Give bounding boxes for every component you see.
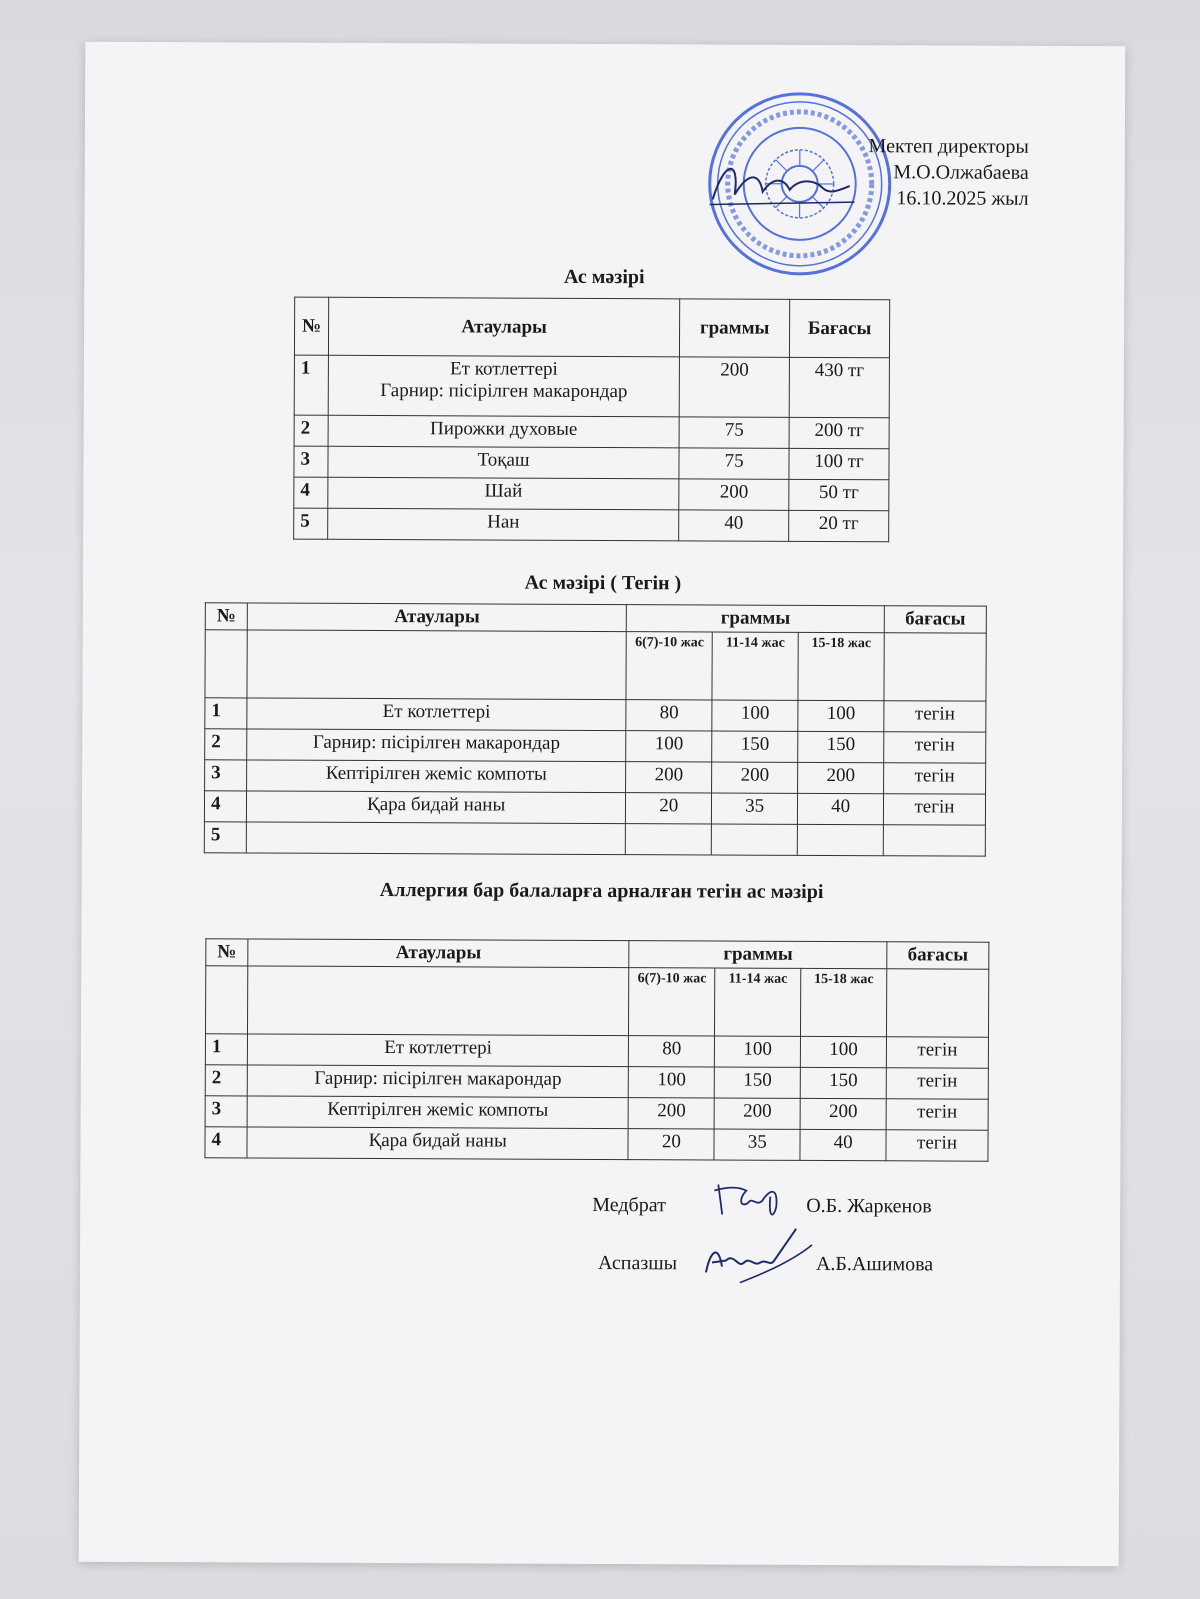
row-price: тегін <box>886 1130 988 1161</box>
table-row <box>294 508 889 542</box>
row-grams-age1: 80 <box>626 700 712 731</box>
menu3-table <box>204 938 989 1161</box>
row-grams-age1: 100 <box>626 731 712 762</box>
menu1-header-no: № <box>294 297 328 355</box>
cook-signature-icon <box>700 1222 820 1293</box>
row-grams-age1: 80 <box>629 1036 715 1067</box>
row-grams: 200 <box>679 479 789 510</box>
nurse-role: Медбрат <box>592 1193 666 1217</box>
approval-role: Мектеп директоры <box>868 135 1029 158</box>
nurse-signature-icon <box>708 1176 788 1226</box>
row-no: 5 <box>204 822 246 853</box>
row-price: 430 тг <box>789 357 889 417</box>
menu2-header-no: № <box>205 603 247 630</box>
table-row <box>205 698 986 732</box>
row-grams-age3: 200 <box>800 1098 886 1129</box>
row-name: Гарнир: пісірілген макарондар <box>247 1065 629 1098</box>
row-no: 4 <box>294 477 328 508</box>
row-price: тегін <box>884 763 986 794</box>
row-name: Кептірілген жеміс компоты <box>247 1096 629 1129</box>
row-grams-age2: 150 <box>712 731 798 762</box>
row-no: 3 <box>205 1096 247 1127</box>
row-no: 4 <box>204 791 246 822</box>
menu3-header-grams: граммы <box>629 941 887 969</box>
row-grams-age1 <box>626 824 712 855</box>
row-grams-age3: 150 <box>798 731 884 762</box>
row-name: Ет котлеттері <box>247 1034 629 1067</box>
row-name-line2: Гарнир: пісірілген макарондар <box>380 380 628 403</box>
menu3-header-price: бағасы <box>887 942 989 969</box>
row-grams-age1: 200 <box>628 1098 714 1129</box>
menu3-age-1: 6(7)-10 жас <box>629 968 715 1036</box>
cook-role: Аспазшы <box>597 1251 678 1275</box>
row-grams-age1: 20 <box>628 1129 714 1160</box>
menu1-title: Ас мәзірі <box>563 265 645 289</box>
approval-name: М.О.Олжабаева <box>893 161 1029 184</box>
row-name: Қара бидай наны <box>246 791 626 824</box>
row-grams: 200 <box>679 357 789 417</box>
menu3-header-name: Атаулары <box>248 939 630 968</box>
row-no: 1 <box>294 355 328 415</box>
table-row <box>204 822 985 856</box>
row-grams-age2: 100 <box>715 1036 801 1067</box>
row-grams-age2: 100 <box>712 700 798 731</box>
row-name-line1: Ет котлеттері <box>450 358 558 380</box>
menu2-header-name: Атаулары <box>247 603 627 632</box>
row-price: 50 тг <box>789 479 889 510</box>
row-grams: 40 <box>679 510 789 541</box>
row-grams: 75 <box>679 448 789 479</box>
row-grams-age1: 200 <box>626 762 712 793</box>
row-grams-age2: 200 <box>712 762 798 793</box>
approval-block <box>868 133 1029 212</box>
menu1-header-grams: граммы <box>680 299 790 357</box>
row-price: тегін <box>886 1068 988 1099</box>
row-price: тегін <box>883 794 985 825</box>
row-name <box>246 822 626 855</box>
menu1-header-name: Атаулары <box>328 297 679 357</box>
row-price: тегін <box>886 1037 988 1068</box>
row-no: 5 <box>294 508 328 539</box>
row-grams-age3: 150 <box>800 1067 886 1098</box>
row-no: 2 <box>205 729 247 760</box>
row-name: Пирожки духовые <box>328 415 679 448</box>
table-row <box>294 446 889 480</box>
table-row <box>205 1096 988 1130</box>
table-row <box>294 477 889 511</box>
row-price: тегін <box>884 732 986 763</box>
row-no: 1 <box>205 1034 247 1065</box>
table-row <box>294 355 889 418</box>
row-name: Нан <box>328 508 679 541</box>
row-price: 200 тг <box>789 417 889 448</box>
nurse-name: О.Б. Жаркенов <box>806 1194 932 1218</box>
row-grams-age2: 200 <box>714 1098 800 1129</box>
menu3-age-3: 15-18 жас <box>801 968 887 1036</box>
row-grams-age3 <box>797 824 883 855</box>
row-grams-age2: 150 <box>714 1067 800 1098</box>
table-row <box>205 1034 988 1068</box>
row-name: Ет котлеттері <box>247 698 627 731</box>
row-no: 4 <box>205 1127 247 1158</box>
row-grams-age1: 100 <box>629 1067 715 1098</box>
row-grams-age3: 100 <box>798 700 884 731</box>
row-name: Кептірілген жеміс компоты <box>247 760 627 793</box>
director-signature-icon <box>705 149 855 220</box>
row-no: 3 <box>294 446 328 477</box>
row-price: 100 тг <box>789 448 889 479</box>
table-row <box>204 791 985 825</box>
document-sheet <box>79 42 1126 1567</box>
row-price: тегін <box>886 1099 988 1130</box>
row-grams-age2 <box>712 824 798 855</box>
row-grams-age3: 200 <box>798 762 884 793</box>
row-no: 2 <box>205 1065 247 1096</box>
approval-date: 16.10.2025 жыл <box>896 187 1029 210</box>
row-name <box>328 355 679 417</box>
row-price: 20 тг <box>789 510 889 541</box>
menu2-table <box>204 602 987 856</box>
table-row <box>205 1065 988 1099</box>
row-grams-age2: 35 <box>712 793 798 824</box>
menu2-age-2: 11-14 жас <box>712 632 798 700</box>
row-price: тегін <box>884 701 986 732</box>
menu3-age-2: 11-14 жас <box>715 968 801 1036</box>
row-no: 2 <box>294 415 328 446</box>
row-name: Тоқаш <box>328 446 679 479</box>
menu3-title: Аллергия бар балаларға арналған тегін ас мәзірі <box>379 879 824 903</box>
menu3-header-no: № <box>206 939 248 966</box>
menu2-age-3: 15-18 жас <box>798 632 884 700</box>
table-row <box>294 415 889 449</box>
row-name: Гарнир: пісірілген макарондар <box>247 729 627 762</box>
row-grams-age3: 40 <box>800 1129 886 1160</box>
table-row <box>205 729 986 763</box>
menu1-header-price: Бағасы <box>790 299 890 357</box>
row-grams-age1: 20 <box>626 793 712 824</box>
row-name: Шай <box>328 477 679 510</box>
table-row <box>205 760 986 794</box>
menu2-age-1: 6(7)-10 жас <box>626 632 712 700</box>
row-no: 3 <box>205 760 247 791</box>
row-grams: 75 <box>679 417 789 448</box>
cook-name: А.Б.Ашимова <box>815 1252 934 1276</box>
row-name: Қара бидай наны <box>247 1127 629 1160</box>
row-no: 1 <box>205 698 247 729</box>
row-grams-age2: 35 <box>714 1129 800 1160</box>
menu2-header-price: бағасы <box>884 606 986 633</box>
menu1-table <box>293 297 890 543</box>
row-price <box>883 825 985 856</box>
row-grams-age3: 40 <box>798 793 884 824</box>
table-row <box>205 1127 988 1161</box>
row-grams-age3: 100 <box>801 1036 887 1067</box>
menu2-title: Ас мәзірі ( Тегін ) <box>524 571 682 595</box>
menu2-header-grams: граммы <box>627 605 885 633</box>
